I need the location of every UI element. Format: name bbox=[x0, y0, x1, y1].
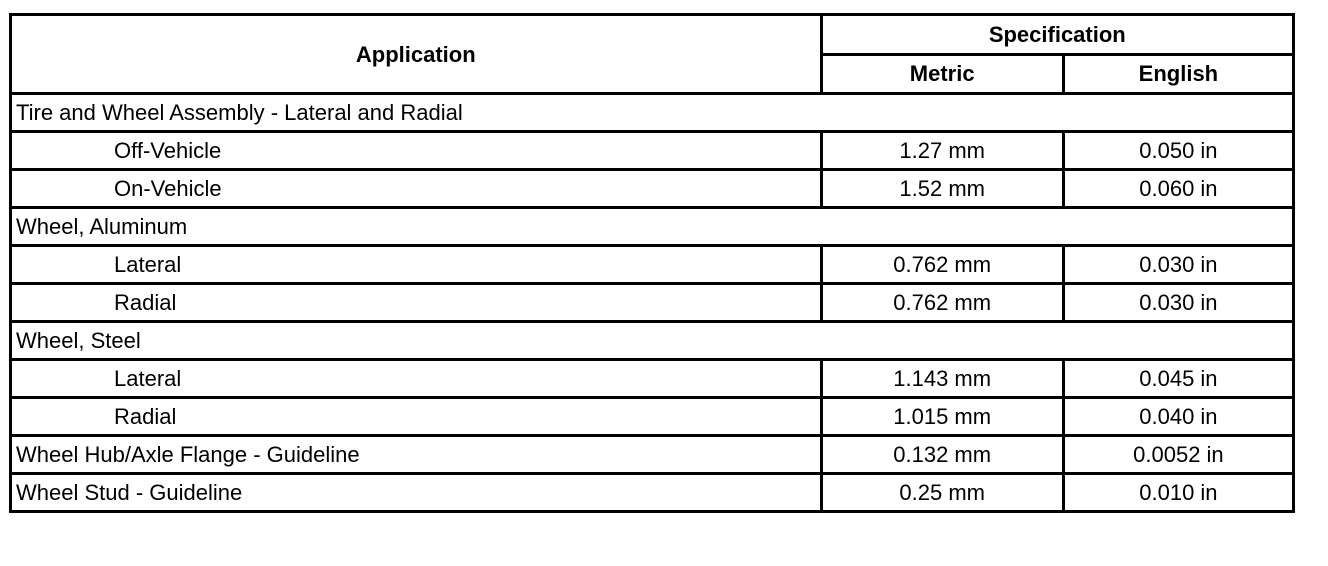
header-specification: Specification bbox=[821, 15, 1293, 55]
metric-value: 0.25 mm bbox=[821, 474, 1063, 512]
table-header bbox=[11, 15, 1294, 94]
application-label: Wheel Stud - Guideline bbox=[11, 474, 822, 512]
metric-value: 0.762 mm bbox=[821, 284, 1063, 322]
english-value: 0.050 in bbox=[1063, 132, 1293, 170]
header-row-top bbox=[11, 15, 1294, 55]
table-row bbox=[11, 132, 1294, 170]
table-row bbox=[11, 360, 1294, 398]
group-label: Wheel, Aluminum bbox=[11, 208, 1294, 246]
application-label: Radial bbox=[11, 398, 822, 436]
group-row bbox=[11, 208, 1294, 246]
header-metric: Metric bbox=[821, 54, 1063, 94]
english-value: 0.040 in bbox=[1063, 398, 1293, 436]
header-english: English bbox=[1063, 54, 1293, 94]
english-value: 0.045 in bbox=[1063, 360, 1293, 398]
group-label: Wheel, Steel bbox=[11, 322, 1294, 360]
metric-value: 0.132 mm bbox=[821, 436, 1063, 474]
english-value: 0.030 in bbox=[1063, 284, 1293, 322]
application-label: Lateral bbox=[11, 360, 822, 398]
english-value: 0.030 in bbox=[1063, 246, 1293, 284]
metric-value: 1.143 mm bbox=[821, 360, 1063, 398]
english-value: 0.0052 in bbox=[1063, 436, 1293, 474]
application-label: Radial bbox=[11, 284, 822, 322]
english-value: 0.060 in bbox=[1063, 170, 1293, 208]
group-label: Tire and Wheel Assembly - Lateral and Radial bbox=[11, 94, 1294, 132]
application-label: On-Vehicle bbox=[11, 170, 822, 208]
table-row bbox=[11, 284, 1294, 322]
header-application: Application bbox=[11, 15, 822, 94]
metric-value: 0.762 mm bbox=[821, 246, 1063, 284]
specification-table bbox=[9, 13, 1295, 513]
group-row bbox=[11, 322, 1294, 360]
table-row bbox=[11, 398, 1294, 436]
application-label: Lateral bbox=[11, 246, 822, 284]
table-row bbox=[11, 436, 1294, 474]
metric-value: 1.27 mm bbox=[821, 132, 1063, 170]
english-value: 0.010 in bbox=[1063, 474, 1293, 512]
application-label: Wheel Hub/Axle Flange - Guideline bbox=[11, 436, 822, 474]
metric-value: 1.015 mm bbox=[821, 398, 1063, 436]
table-row bbox=[11, 474, 1294, 512]
metric-value: 1.52 mm bbox=[821, 170, 1063, 208]
table-row bbox=[11, 246, 1294, 284]
group-row bbox=[11, 94, 1294, 132]
application-label: Off-Vehicle bbox=[11, 132, 822, 170]
table-body bbox=[11, 94, 1294, 512]
table-row bbox=[11, 170, 1294, 208]
